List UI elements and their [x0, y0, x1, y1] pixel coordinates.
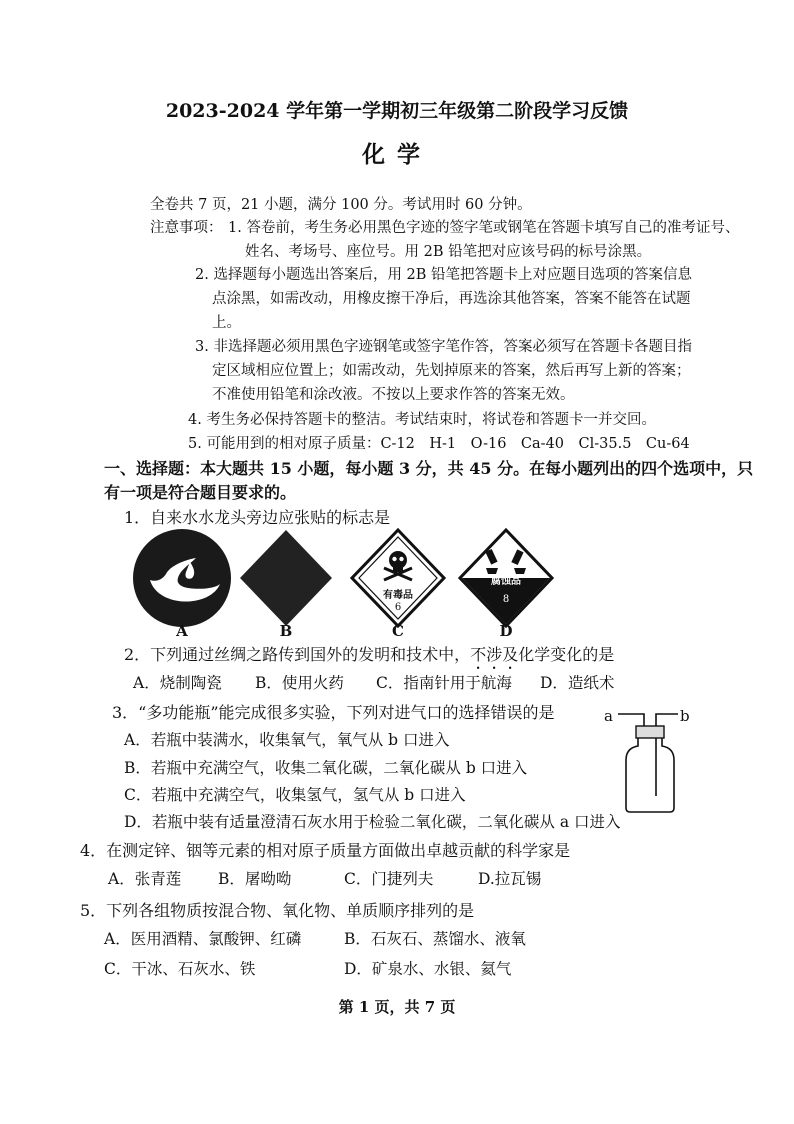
corrosive-sign-text: 腐蚀品	[491, 576, 521, 587]
question-2-emphasis-text: 不涉及	[470, 645, 519, 664]
notice-label: 注意事项：	[150, 220, 223, 236]
question-5-option-d: D．矿泉水、水银、氦气	[344, 960, 512, 978]
notice-3-line-1: 3. 非选择题必须用黑色字迹钢笔或签字笔作答，答案必须写在答题卡各题目指	[195, 339, 692, 355]
question-2-option-b: B．使用火药	[255, 674, 344, 692]
question-2-option-a: A．烧制陶瓷	[133, 674, 222, 692]
corrosive-sign-number: 8	[502, 594, 510, 605]
question-2-emphasis	[470, 645, 518, 664]
question-3-option-a: A．若瓶中装满水，收集氧气，氧气从 b 口进入	[124, 731, 450, 749]
notice-5: 5. 可能用到的相对原子质量：C-12 H-1 O-16 Ca-40 Cl-35.5 Cu-64	[188, 436, 690, 452]
notice-2-line-2: 点涂黑，如需改动，用橡皮擦干净后，再选涂其他答案，答案不能答在试题	[212, 291, 691, 307]
question-4-stem: 4．在测定锌、铟等元素的相对原子质量方面做出卓越贡献的科学家是	[80, 841, 571, 860]
question-5-option-b: B．石灰石、蒸馏水、液氧	[344, 930, 526, 948]
notice-2-line-1: 2. 选择题每小题选出答案后，用 2B 铅笔把答题卡上对应题目选项的答案信息	[195, 267, 693, 283]
question-3-option-b: B．若瓶中充满空气，收集二氧化碳，二氧化碳从 b 口进入	[124, 759, 528, 777]
question-4-option-c: C．门捷列夫	[344, 870, 434, 888]
option-label-c: C	[392, 622, 404, 640]
notice-1-line-1: 1. 答卷前，考生务必用黑色字迹的签字笔或钢笔在答题卡填写自己的准考证号、	[228, 220, 740, 236]
toxic-skull-sign-icon	[350, 528, 446, 628]
notice-4: 4. 考生务必保持答题卡的整洁。考试结束时，将试卷和答题卡一并交回。	[188, 412, 656, 428]
exam-title: 2023-2024 学年第一学期初三年级第二阶段学习反馈	[165, 100, 629, 122]
section-1-line-1: 一、选择题：本大题共 15 小题，每小题 3 分，共 45 分。在每小题列出的四个选项中，只	[104, 459, 754, 478]
toxic-sign-number: 6	[394, 602, 402, 613]
exam-summary: 全卷共 7 页，21 小题，满分 100 分。考试用时 60 分钟。	[150, 197, 532, 213]
question-5-option-a: A．医用酒精、氯酸钾、红磷	[104, 930, 302, 948]
port-a-label: a	[604, 707, 613, 725]
option-label-a: A	[176, 622, 188, 640]
notice-3-line-2: 定区域相应位置上；如需改动，先划掉原来的答案，然后再写上新的答案；	[212, 363, 691, 379]
port-b-label: b	[680, 707, 690, 725]
question-3-stem: 3．“多功能瓶”能完成很多实验，下列对进气口的选择错误的是	[112, 703, 555, 722]
option-label-d: D	[499, 622, 513, 640]
question-2-option-c: C．指南针用于航海	[376, 674, 512, 692]
black-diamond-sign-icon	[238, 528, 334, 628]
question-4-option-a: A．张青莲	[108, 870, 182, 888]
notice-2-line-3: 上。	[212, 315, 241, 331]
subject-title: 化学	[362, 141, 432, 168]
question-4-option-d: D.拉瓦锡	[478, 870, 542, 888]
question-2-stem-a: 2．下列通过丝绸之路传到国外的发明和技术中，	[124, 645, 471, 664]
question-2-option-d: D．造纸术	[540, 674, 615, 692]
question-3-option-c: C．若瓶中充满空气，收集氢气，氢气从 b 口进入	[124, 786, 466, 804]
question-4-option-b: B．屠呦呦	[218, 870, 292, 888]
water-drop-sign-icon	[132, 528, 232, 628]
question-5-option-c: C．干冰、石灰水、铁	[104, 960, 256, 978]
section-1-line-2: 有一项是符合题目要求的。	[104, 483, 297, 502]
question-2-stem	[124, 642, 614, 673]
question-1-stem: 1．自来水水龙头旁边应张贴的标志是	[124, 508, 391, 527]
question-2-stem-b: 化学变化的是	[518, 645, 615, 664]
toxic-sign-text: 有毒品	[383, 590, 413, 601]
option-label-b: B	[279, 622, 293, 640]
page-footer: 第 1 页，共 7 页	[338, 998, 456, 1016]
notice-3-line-3: 不准使用铅笔和涂改液。不按以上要求作答的答案无效。	[212, 387, 575, 403]
question-3-option-d: D．若瓶中装有适量澄清石灰水用于检验二氧化碳，二氧化碳从 a 口进入	[124, 813, 621, 831]
notice-1-line-2: 姓名、考场号、座位号。用 2B 铅笔把对应该号码的标号涂黑。	[245, 244, 652, 260]
question-5-stem: 5．下列各组物质按混合物、氧化物、单质顺序排列的是	[80, 901, 475, 920]
